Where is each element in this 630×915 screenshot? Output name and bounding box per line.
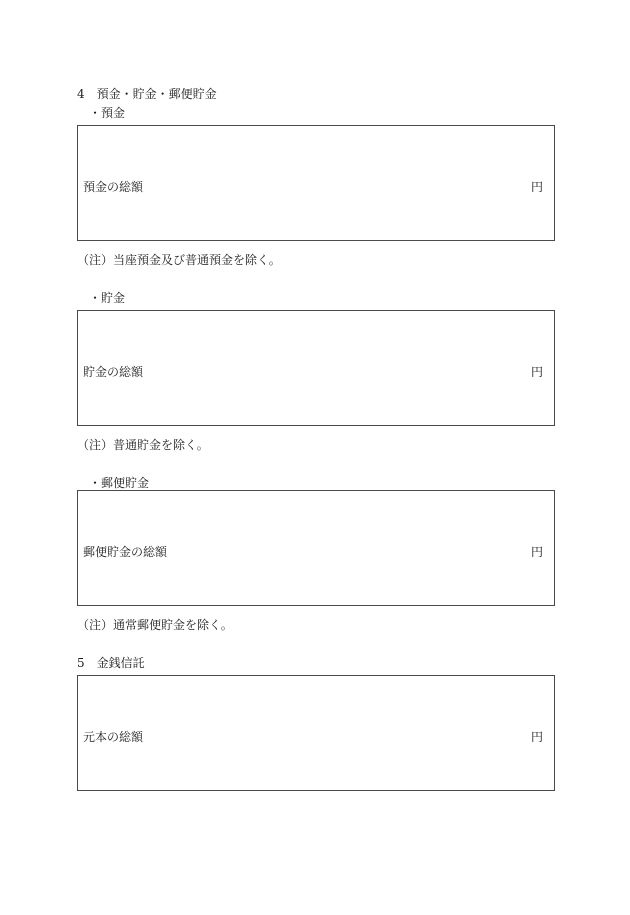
postal-savings-yen-unit: 円 (530, 545, 543, 559)
trust-principal-total-label: 元本の総額 (83, 730, 144, 744)
deposit-yen-unit: 円 (530, 180, 543, 194)
trust-principal-yen-unit: 円 (530, 730, 543, 744)
deposit-note (77, 251, 281, 268)
deposit-note-mark: （注） (77, 253, 114, 267)
deposit-amount-box[interactable] (77, 125, 555, 241)
postal-savings-subheading: ・郵便貯金 (89, 476, 150, 490)
savings-subheading: ・貯金 (89, 291, 126, 305)
deposit-total-label: 預金の総額 (83, 180, 144, 194)
deposit-note-text: 当座預金及び普通預金を除く。 (113, 253, 281, 267)
postal-savings-note-text: 通常郵便貯金を除く。 (113, 618, 233, 632)
postal-savings-note-mark: （注） (77, 618, 114, 632)
section-5-heading: 5 金銭信託 (77, 656, 145, 670)
savings-yen-unit: 円 (530, 365, 543, 379)
section-4-heading: 4 預金・貯金・郵便貯金 (77, 87, 217, 101)
savings-total-label: 貯金の総額 (83, 365, 144, 379)
postal-savings-note (77, 616, 233, 633)
savings-note (77, 436, 209, 453)
postal-savings-amount-box[interactable] (77, 490, 555, 606)
postal-savings-total-label: 郵便貯金の総額 (83, 545, 168, 559)
deposit-subheading: ・預金 (89, 106, 126, 120)
savings-amount-box[interactable] (77, 310, 555, 426)
trust-principal-box[interactable] (77, 675, 555, 791)
savings-note-text: 普通貯金を除く。 (113, 438, 209, 452)
savings-note-mark: （注） (77, 438, 114, 452)
